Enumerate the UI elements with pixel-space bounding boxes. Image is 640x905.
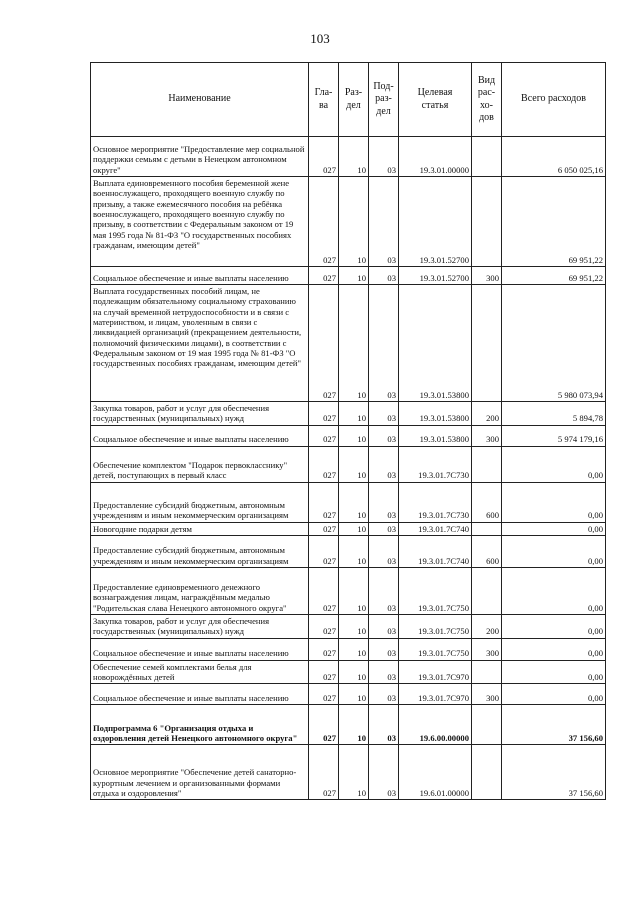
cell-razdel: 10 <box>339 567 369 614</box>
cell-expense-type: 200 <box>472 402 502 426</box>
cell-podrazdel: 03 <box>369 614 399 638</box>
cell-glava: 027 <box>309 425 339 446</box>
cell-podrazdel: 03 <box>369 446 399 482</box>
cell-razdel: 10 <box>339 522 369 535</box>
table-row <box>91 177 606 267</box>
cell-razdel: 10 <box>339 684 369 705</box>
cell-razdel: 10 <box>339 705 369 745</box>
cell-target-article: 19.3.01.52700 <box>399 267 472 285</box>
cell-target-article: 19.3.01.7С740 <box>399 535 472 567</box>
cell-name: Закупка товаров, работ и услуг для обеспечения государственных (муниципальных) нужд <box>91 402 309 426</box>
cell-podrazdel: 03 <box>369 567 399 614</box>
table-row <box>91 137 606 177</box>
page-number: 103 <box>310 31 330 46</box>
cell-razdel: 10 <box>339 285 369 402</box>
cell-podrazdel: 03 <box>369 267 399 285</box>
header-name: Наименование <box>91 63 309 137</box>
cell-expense-type: 600 <box>472 535 502 567</box>
table-row <box>91 267 606 285</box>
cell-target-article: 19.3.01.52700 <box>399 177 472 267</box>
budget-table <box>90 62 606 800</box>
cell-glava: 027 <box>309 567 339 614</box>
cell-total: 0,00 <box>502 482 606 522</box>
cell-razdel: 10 <box>339 535 369 567</box>
cell-name: Выплата единовременного пособия беременной жене военнослужащего, проходящего военную службу по призыву, а также ежемесячного пособия на ребёнка военнослужащего, проходящего военную службу по призыву, в соответствии с Федеральным законом от 19 мая 1995 года № 81-ФЗ "О государственных пособиях гражданам, имеющим детей" <box>91 177 309 267</box>
cell-target-article: 19.3.01.53800 <box>399 402 472 426</box>
cell-name: Обеспечение семей комплектами белья для новорождённых детей <box>91 660 309 684</box>
cell-podrazdel: 03 <box>369 482 399 522</box>
cell-podrazdel: 03 <box>369 684 399 705</box>
cell-glava: 027 <box>309 137 339 177</box>
cell-total: 0,00 <box>502 535 606 567</box>
cell-target-article: 19.3.01.7С740 <box>399 522 472 535</box>
cell-target-article: 19.3.01.7С970 <box>399 660 472 684</box>
cell-name: Предоставление субсидий бюджетным, автономным учреждениям и иным некоммерческим организациям <box>91 482 309 522</box>
cell-razdel: 10 <box>339 177 369 267</box>
cell-glava: 027 <box>309 446 339 482</box>
cell-expense-type <box>472 745 502 800</box>
cell-expense-type: 600 <box>472 482 502 522</box>
cell-podrazdel: 03 <box>369 522 399 535</box>
cell-total: 37 156,60 <box>502 705 606 745</box>
cell-total: 0,00 <box>502 614 606 638</box>
cell-target-article: 19.6.01.00000 <box>399 745 472 800</box>
table-row <box>91 402 606 426</box>
cell-razdel: 10 <box>339 137 369 177</box>
cell-total: 6 050 025,16 <box>502 137 606 177</box>
cell-name: Основное мероприятие "Предоставление мер социальной поддержки семьям с детьми в Ненецком автономном округе" <box>91 137 309 177</box>
cell-name: Закупка товаров, работ и услуг для обеспечения государственных (муниципальных) нужд <box>91 614 309 638</box>
table-header-row <box>91 63 606 137</box>
cell-glava: 027 <box>309 614 339 638</box>
cell-name: Подпрограмма 6 "Организация отдыха и оздоровления детей Ненецкого автономного округа" <box>91 705 309 745</box>
cell-glava: 027 <box>309 177 339 267</box>
table-row <box>91 482 606 522</box>
cell-total: 0,00 <box>502 638 606 660</box>
cell-glava: 027 <box>309 638 339 660</box>
cell-expense-type: 300 <box>472 684 502 705</box>
cell-expense-type <box>472 567 502 614</box>
table-row <box>91 614 606 638</box>
cell-total: 0,00 <box>502 446 606 482</box>
cell-glava: 027 <box>309 267 339 285</box>
cell-podrazdel: 03 <box>369 137 399 177</box>
table-row <box>91 567 606 614</box>
cell-total: 0,00 <box>502 567 606 614</box>
cell-total: 0,00 <box>502 522 606 535</box>
cell-razdel: 10 <box>339 267 369 285</box>
cell-total: 69 951,22 <box>502 267 606 285</box>
header-glava: Гла- ва <box>309 63 339 137</box>
cell-expense-type: 300 <box>472 425 502 446</box>
cell-target-article: 19.3.01.7С750 <box>399 567 472 614</box>
cell-expense-type <box>472 705 502 745</box>
cell-target-article: 19.3.01.53800 <box>399 285 472 402</box>
cell-total: 37 156,60 <box>502 745 606 800</box>
cell-razdel: 10 <box>339 660 369 684</box>
cell-glava: 027 <box>309 660 339 684</box>
cell-expense-type <box>472 522 502 535</box>
cell-razdel: 10 <box>339 402 369 426</box>
cell-glava: 027 <box>309 402 339 426</box>
cell-razdel: 10 <box>339 425 369 446</box>
cell-podrazdel: 03 <box>369 638 399 660</box>
cell-total: 5 974 179,16 <box>502 425 606 446</box>
cell-expense-type: 200 <box>472 614 502 638</box>
cell-expense-type <box>472 660 502 684</box>
cell-podrazdel: 03 <box>369 535 399 567</box>
table-row <box>91 446 606 482</box>
cell-name: Основное мероприятие "Обеспечение детей санаторно-курортным лечением и организованными формами отдыха и оздоровления" <box>91 745 309 800</box>
cell-target-article: 19.3.01.7С750 <box>399 614 472 638</box>
cell-razdel: 10 <box>339 482 369 522</box>
header-podrazdel: Под- раз- дел <box>369 63 399 137</box>
cell-target-article: 19.3.01.7С730 <box>399 446 472 482</box>
cell-name: Социальное обеспечение и иные выплаты населению <box>91 684 309 705</box>
cell-expense-type: 300 <box>472 638 502 660</box>
table-row <box>91 535 606 567</box>
table-body <box>91 137 606 800</box>
cell-total: 0,00 <box>502 660 606 684</box>
cell-razdel: 10 <box>339 614 369 638</box>
table-row <box>91 425 606 446</box>
cell-podrazdel: 03 <box>369 177 399 267</box>
cell-target-article: 19.3.01.7С970 <box>399 684 472 705</box>
cell-expense-type <box>472 285 502 402</box>
cell-total: 5 894,78 <box>502 402 606 426</box>
cell-podrazdel: 03 <box>369 660 399 684</box>
cell-glava: 027 <box>309 684 339 705</box>
cell-name: Обеспечение комплектом "Подарок первокласснику" детей, поступающих в первый класс <box>91 446 309 482</box>
cell-razdel: 10 <box>339 745 369 800</box>
header-vid: Вид рас- хо- дов <box>472 63 502 137</box>
cell-name: Социальное обеспечение и иные выплаты населению <box>91 638 309 660</box>
cell-target-article: 19.3.01.7С750 <box>399 638 472 660</box>
cell-name: Новогодние подарки детям <box>91 522 309 535</box>
cell-name: Социальное обеспечение и иные выплаты населению <box>91 267 309 285</box>
cell-expense-type: 300 <box>472 267 502 285</box>
cell-name: Предоставление субсидий бюджетным, автономным учреждениям и иным некоммерческим организациям <box>91 535 309 567</box>
cell-name: Выплата государственных пособий лицам, не подлежащим обязательному социальному страхованию на случай временной нетрудоспособности и в связи с материнством, и лицам, уволенным в связи с ликвидацией организаций (прекращением деятельности, полномочий физическими лицами), в соответствии с Федеральным законом от 19 мая 1995 года № 81-ФЗ "О государственных пособиях гражданам, имеющим детей" <box>91 285 309 402</box>
cell-expense-type <box>472 137 502 177</box>
cell-expense-type <box>472 177 502 267</box>
table-row <box>91 285 606 402</box>
cell-target-article: 19.3.01.53800 <box>399 425 472 446</box>
cell-glava: 027 <box>309 482 339 522</box>
cell-target-article: 19.3.01.7С730 <box>399 482 472 522</box>
cell-glava: 027 <box>309 745 339 800</box>
cell-glava: 027 <box>309 522 339 535</box>
table-row <box>91 684 606 705</box>
cell-podrazdel: 03 <box>369 705 399 745</box>
table-row <box>91 745 606 800</box>
header-total: Всего расходов <box>502 63 606 137</box>
table-row <box>91 638 606 660</box>
cell-glava: 027 <box>309 705 339 745</box>
cell-podrazdel: 03 <box>369 402 399 426</box>
table-row <box>91 522 606 535</box>
cell-name: Социальное обеспечение и иные выплаты населению <box>91 425 309 446</box>
header-target: Целевая статья <box>399 63 472 137</box>
cell-total: 5 980 073,94 <box>502 285 606 402</box>
cell-target-article: 19.6.00.00000 <box>399 705 472 745</box>
header-razdel: Раз- дел <box>339 63 369 137</box>
cell-target-article: 19.3.01.00000 <box>399 137 472 177</box>
cell-podrazdel: 03 <box>369 425 399 446</box>
cell-podrazdel: 03 <box>369 745 399 800</box>
cell-total: 0,00 <box>502 684 606 705</box>
table-row <box>91 705 606 745</box>
table-row <box>91 660 606 684</box>
cell-glava: 027 <box>309 535 339 567</box>
cell-total: 69 951,22 <box>502 177 606 267</box>
cell-razdel: 10 <box>339 638 369 660</box>
cell-glava: 027 <box>309 285 339 402</box>
cell-razdel: 10 <box>339 446 369 482</box>
cell-name: Предоставление единовременного денежного вознаграждения лицам, награждённым медалью "Родительская слава Ненецкого автономного округа" <box>91 567 309 614</box>
cell-expense-type <box>472 446 502 482</box>
cell-podrazdel: 03 <box>369 285 399 402</box>
